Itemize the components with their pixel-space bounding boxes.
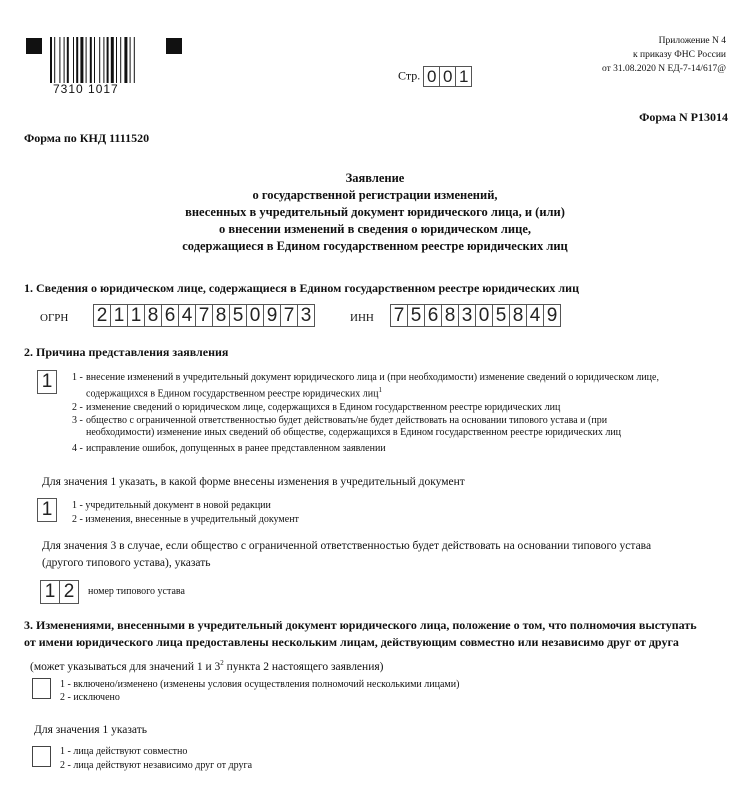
ogrn-digit-cell[interactable]: 8 bbox=[213, 305, 230, 326]
barcode-bar bbox=[124, 37, 127, 83]
barcode-bar bbox=[54, 37, 55, 83]
knd-code: Форма по КНД 1111520 bbox=[24, 131, 150, 145]
ogrn-digit-cell[interactable]: 3 bbox=[298, 305, 315, 326]
appendix-line: Приложение N 4 bbox=[658, 36, 726, 46]
ogrn-digit-cell[interactable]: 2 bbox=[94, 305, 111, 326]
barcode-bar bbox=[94, 37, 95, 83]
charter-number-field[interactable] bbox=[40, 580, 79, 604]
barcode-bar bbox=[107, 37, 109, 83]
barcode-bar bbox=[50, 37, 52, 83]
ogrn-digit-cell[interactable]: 7 bbox=[281, 305, 298, 326]
page-digit-cell[interactable]: 1 bbox=[456, 67, 472, 86]
ogrn-digit-cell[interactable]: 1 bbox=[128, 305, 145, 326]
section-2-heading: 2. Причина представления заявления bbox=[24, 345, 229, 359]
section-3-note: Для значения 1 указать bbox=[34, 724, 147, 736]
appendix-line: от 31.08.2020 N ЕД-7-14/617@ bbox=[601, 64, 726, 74]
page-number-block bbox=[398, 66, 472, 87]
inn-digit-cell[interactable]: 9 bbox=[544, 305, 561, 326]
barcode-number: 7310 1017 bbox=[53, 82, 119, 96]
section-3-subtitle: (может указываться для значений 1 и $3^2$ пункта 2 настоящего заявления) bbox=[30, 659, 384, 673]
barcode-bar bbox=[80, 37, 83, 83]
barcode bbox=[50, 37, 160, 83]
barcode-bar bbox=[76, 37, 78, 83]
reason-field[interactable] bbox=[37, 370, 57, 394]
document-form-option-1: 1 - учредительный документ в новой редакции bbox=[72, 500, 271, 511]
authority-change-checkbox[interactable] bbox=[32, 678, 51, 699]
joint-action-checkbox[interactable] bbox=[32, 746, 51, 767]
title-line: содержащиеся в Едином государственном реестре юридических лиц bbox=[182, 239, 568, 253]
ogrn-field[interactable] bbox=[93, 304, 315, 327]
ogrn-label: ОГРН bbox=[40, 312, 69, 324]
section-1-heading: 1. Сведения о юридическом лице, содержащиеся в Едином государственном реестре юридических лиц bbox=[24, 281, 579, 295]
inn-digit-cell[interactable]: 6 bbox=[425, 305, 442, 326]
ogrn-digit-cell[interactable]: 8 bbox=[145, 305, 162, 326]
ogrn-digit-cell[interactable]: 7 bbox=[196, 305, 213, 326]
inn-label: ИНН bbox=[350, 312, 374, 324]
page-number-cells[interactable] bbox=[423, 66, 472, 87]
title-line: о внесении изменений в сведения о юридическом лице, bbox=[218, 222, 531, 236]
document-form-field[interactable] bbox=[37, 498, 57, 522]
page-digit-cell[interactable]: 0 bbox=[440, 67, 456, 86]
inn-digit-cell[interactable]: 8 bbox=[510, 305, 527, 326]
reason-option-1: 1 - внесение изменений в учредительный документ юридического лица и (при необходимости) изменение сведений о юридическом лице, содержащихся в Едином государственном реестре юридических лиц$^1$ bbox=[72, 372, 659, 400]
barcode-bar bbox=[130, 37, 131, 83]
title-line: о государственной регистрации изменений, bbox=[252, 188, 498, 202]
charter-number-caption: номер типового устава bbox=[88, 586, 185, 597]
charter-digit-cell[interactable]: 1 bbox=[41, 581, 60, 603]
inn-digit-cell[interactable]: 8 bbox=[442, 305, 459, 326]
barcode-bar bbox=[64, 37, 65, 83]
barcode-bar bbox=[99, 37, 100, 83]
ogrn-digit-cell[interactable]: 4 bbox=[179, 305, 196, 326]
inn-digit-cell[interactable]: 3 bbox=[459, 305, 476, 326]
section-3-heading: 3. Изменениями, внесенными в учредительный документ юридического лица, положение о том, что полномочия выступать от имени юридического лица предоставлены нескольким лицам, действующим совместно или независимо друг от друга bbox=[24, 618, 697, 649]
ogrn-digit-cell[interactable]: 5 bbox=[230, 305, 247, 326]
inn-digit-cell[interactable]: 0 bbox=[476, 305, 493, 326]
document-form-cell[interactable]: 1 bbox=[38, 499, 57, 521]
barcode-bar bbox=[134, 37, 135, 83]
ogrn-digit-cell[interactable]: 0 bbox=[247, 305, 264, 326]
title-line: внесенных в учредительный документ юридического лица, и (или) bbox=[185, 205, 565, 219]
barcode-bar bbox=[67, 37, 69, 83]
title-line: Заявление bbox=[345, 171, 405, 185]
document-title bbox=[0, 170, 750, 255]
authority-option-2: 2 - исключено bbox=[60, 692, 120, 703]
form-number: Форма N Р13014 bbox=[639, 110, 728, 124]
barcode-bar bbox=[111, 37, 114, 83]
barcode-bar bbox=[73, 37, 74, 83]
barcode-bar bbox=[103, 37, 104, 83]
ogrn-digit-cell[interactable]: 9 bbox=[264, 305, 281, 326]
appendix-reference bbox=[602, 34, 726, 76]
registration-mark-right bbox=[166, 38, 182, 54]
page-digit-cell[interactable]: 0 bbox=[424, 67, 440, 86]
ogrn-digit-cell[interactable]: 1 bbox=[111, 305, 128, 326]
page-label: Стр. bbox=[398, 68, 421, 83]
barcode-bar bbox=[90, 37, 92, 83]
note-value-1: Для значения 1 указать, в какой форме внесены изменения в учредительный документ bbox=[42, 476, 465, 488]
inn-field[interactable] bbox=[390, 304, 561, 327]
barcode-bar bbox=[86, 37, 87, 83]
inn-digit-cell[interactable]: 5 bbox=[408, 305, 425, 326]
joint-option-1: 1 - лица действуют совместно bbox=[60, 746, 188, 757]
inn-digit-cell[interactable]: 4 bbox=[527, 305, 544, 326]
joint-option-2: 2 - лица действуют независимо друг от друга bbox=[60, 760, 253, 771]
charter-digit-cell[interactable]: 2 bbox=[60, 581, 79, 603]
registration-mark-left bbox=[26, 38, 42, 54]
barcode-bar bbox=[120, 37, 121, 83]
barcode-bar bbox=[59, 37, 60, 83]
inn-digit-cell[interactable]: 5 bbox=[493, 305, 510, 326]
ogrn-digit-cell[interactable]: 6 bbox=[162, 305, 179, 326]
barcode-bar bbox=[116, 37, 117, 83]
appendix-line: к приказу ФНС России bbox=[633, 50, 726, 60]
document-form-option-2: 2 - изменения, внесенные в учредительный документ bbox=[72, 514, 299, 525]
inn-digit-cell[interactable]: 7 bbox=[391, 305, 408, 326]
authority-option-1: 1 - включено/изменено (изменены условия осуществления полномочий несколькими лицами) bbox=[60, 679, 460, 690]
note-value-3: Для значения 3 в случае, если общество с ограниченной ответственностью будет действовать на основании типового устава (другого типового устава), указать bbox=[42, 540, 652, 569]
reason-cell[interactable]: 1 bbox=[38, 371, 57, 393]
